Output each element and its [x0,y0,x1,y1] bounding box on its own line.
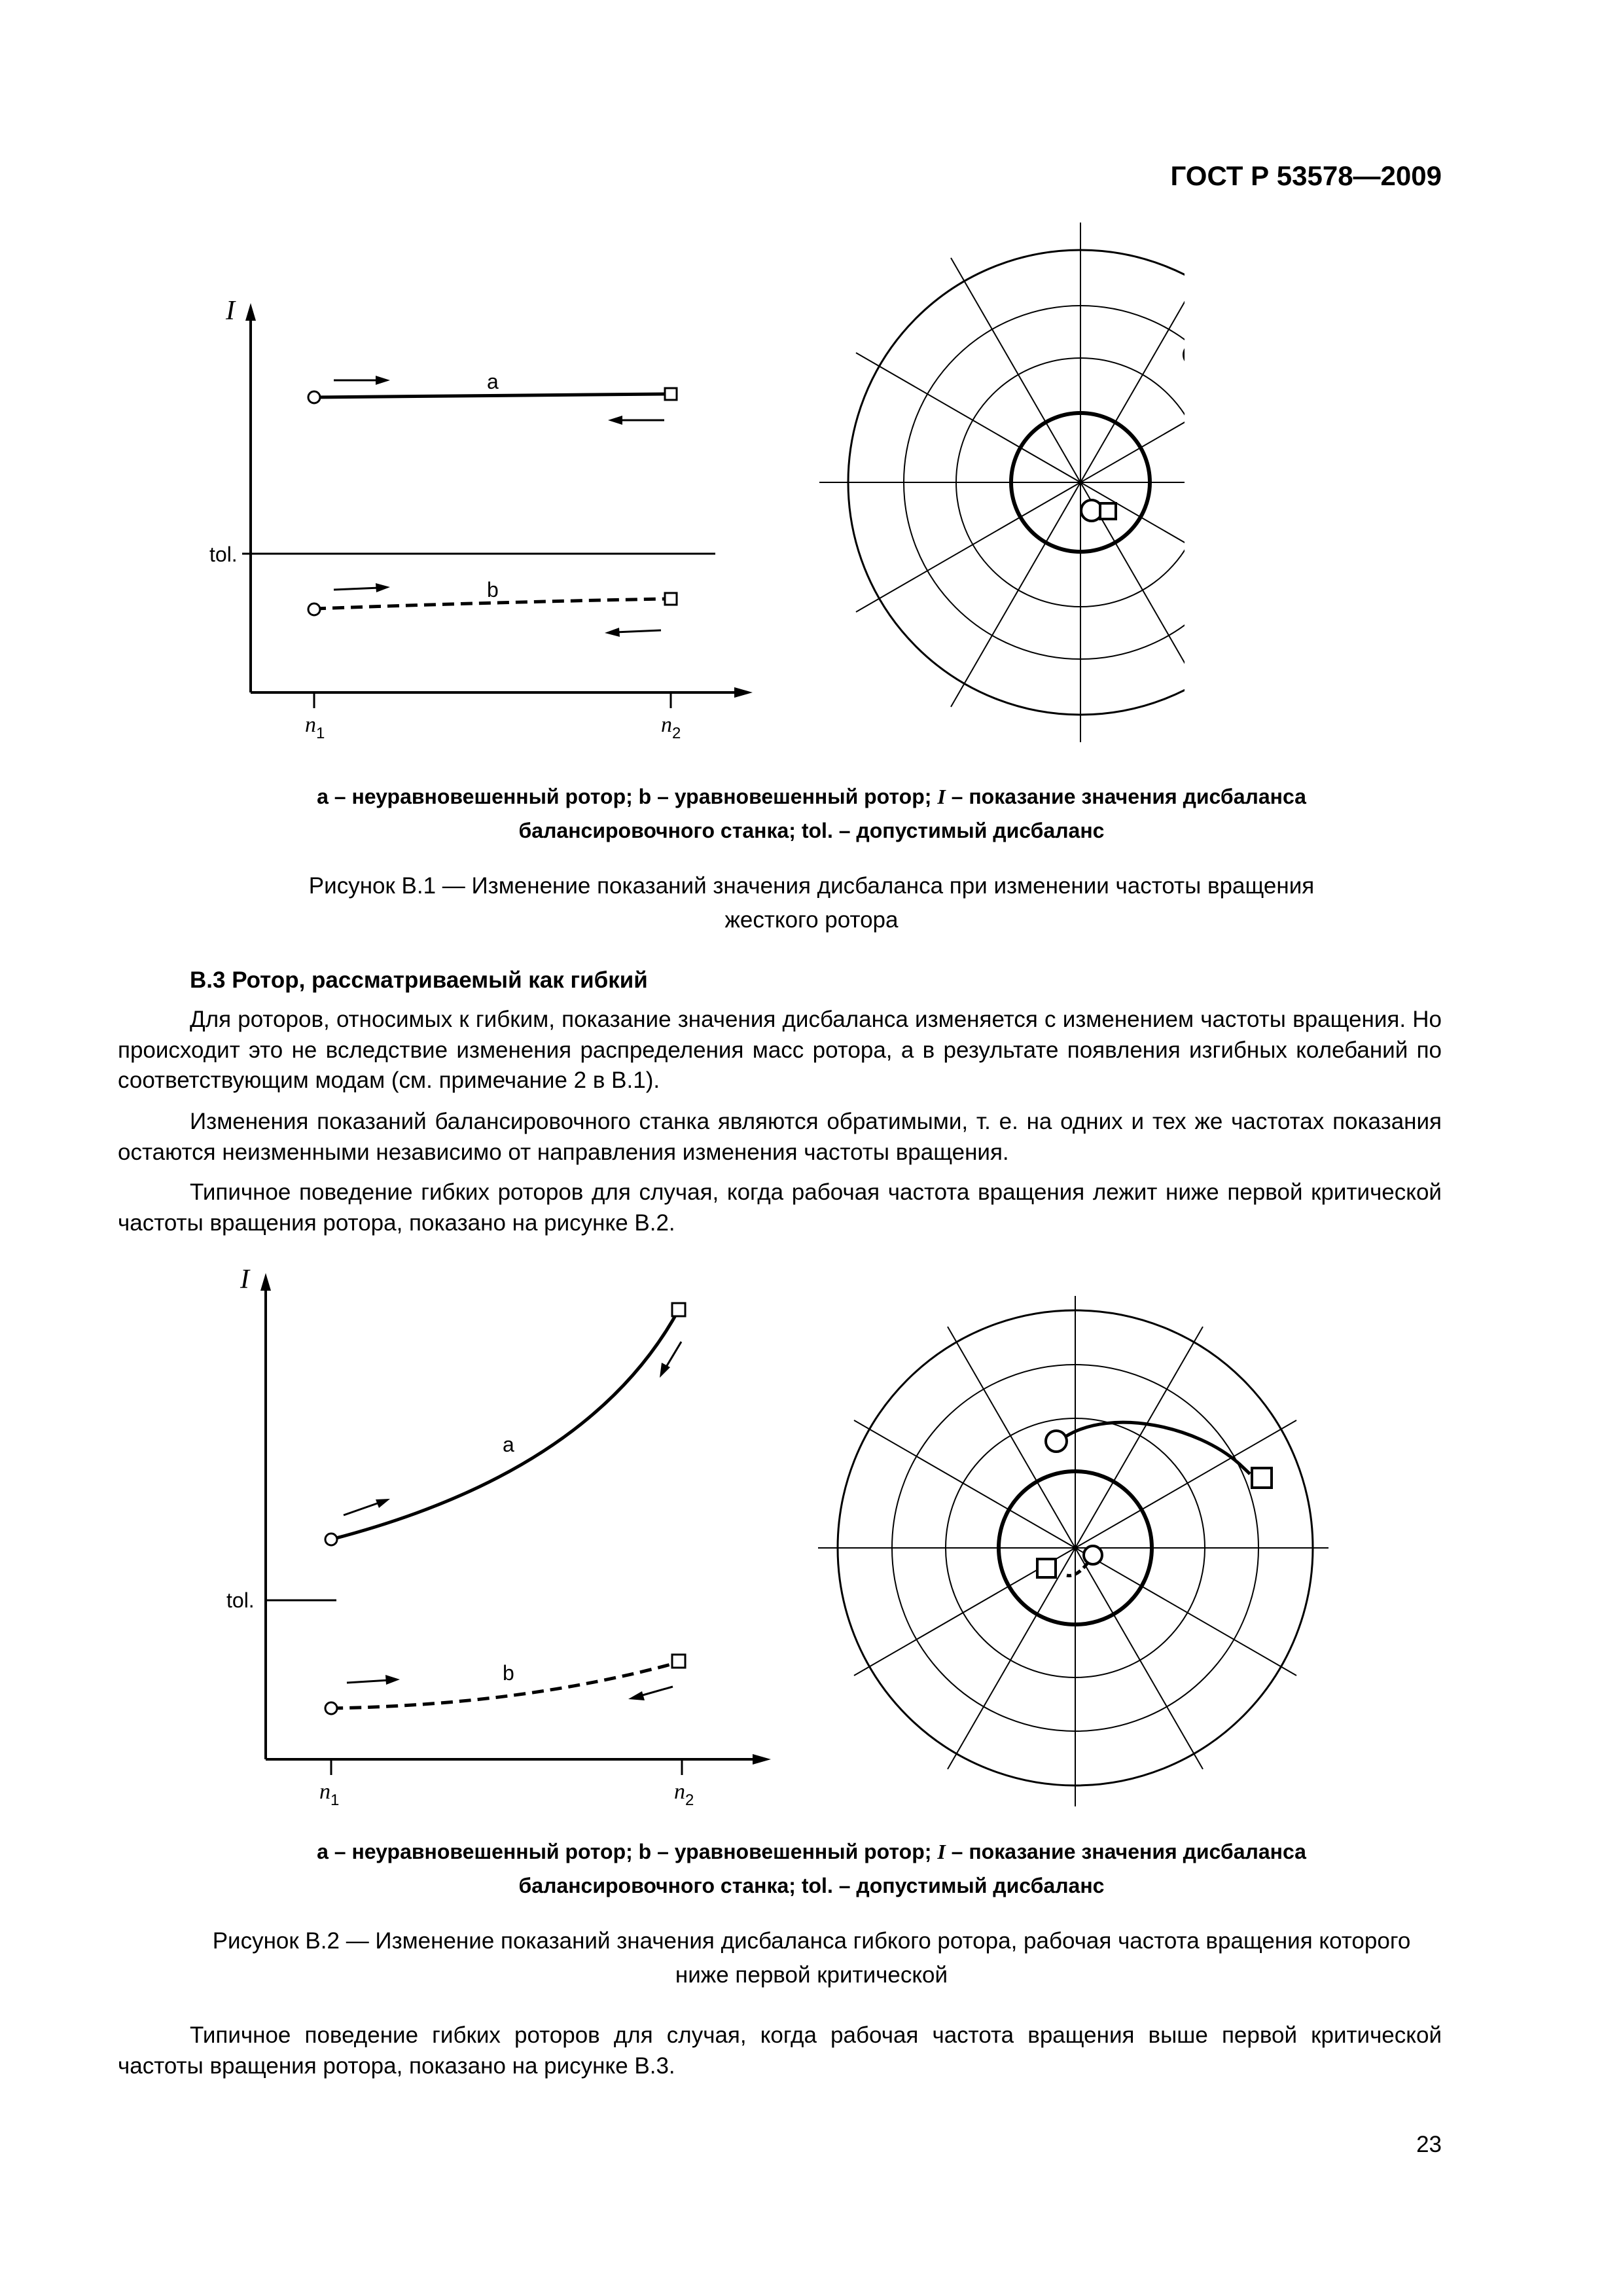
marker-b-square [1100,503,1116,519]
curve-a-label: a [503,1433,514,1456]
figure1-legend: a – неуравновешенный ротор; b – уравновешенный ротор; I – показание значения дисбаланса балансировочного станка; tol. – допустимый дисбаланс [317,785,1306,842]
page-number: 23 [1416,2132,1442,2157]
start-marker-b [325,1702,337,1714]
figure2-polar-diagram [805,1283,1329,1806]
curve-a [331,1311,678,1539]
curve-a [314,394,665,397]
marker-a-circle [1046,1431,1067,1452]
marker-b-square [1037,1559,1056,1577]
start-marker-a [325,1534,337,1545]
x-axis-arrow [753,1754,771,1765]
n2-label: $n_2$ [674,1780,694,1809]
arrow-forward-a [344,1502,381,1515]
tol-label: tol. [226,1588,255,1612]
x-axis-arrow [734,687,753,698]
curve-b-path [1067,1563,1088,1575]
figure2-caption: Рисунок В.2 — Изменение показаний значения дисбаланса гибкого ротора, рабочая частота вращения которого ниже первой критической [212,1928,1411,1988]
arrow-back-b [638,1687,673,1696]
n1-label: $n_1$ [305,713,325,742]
end-marker-b [665,593,677,605]
curve-b-label: b [503,1661,514,1685]
curve-a-label: a [487,370,499,393]
marker-a-circle [1184,344,1185,365]
figure1-polar-diagram [818,223,1185,746]
arrow-back-b [615,630,661,632]
figure1-caption: Рисунок В.1 — Изменение показаний значения дисбаланса при изменении частоты вращения жесткого ротора [308,873,1315,933]
n2-label: $n_2$ [661,713,681,742]
curve-b-label: b [487,578,499,601]
marker-a-square [1252,1468,1272,1488]
closing-paragraph: Типичное поведение гибких роторов для случая, когда рабочая частота вращения выше первой критической частоты вращения ротора, показано на рисунке В.3. [118,2022,1442,2079]
polar-grid-lines [819,223,1185,742]
tol-label: tol. [209,543,238,566]
paragraph-1: Для роторов, относимых к гибким, показание значения дисбаланса изменяется с изменением частоты вращения. Но происходит это не вследствие изменения распределения масс ротора, а в результате появления изгибных колебаний по соответствующим модам (см. примечание 2 в В.1). [118,1007,1442,1093]
y-axis-arrow [260,1273,271,1291]
y-axis-label: I [226,296,235,326]
end-marker-a [665,388,677,400]
end-marker-b [672,1655,685,1668]
arrow-forward-b [334,588,380,590]
arrow-back-a [666,1342,681,1368]
start-marker-a [308,391,320,403]
start-marker-b [308,603,320,615]
n1-label: $n_1$ [319,1780,340,1809]
figure1-line-chart [0,0,1623,785]
section-title: В.3 Ротор, рассматриваемый как гибкий [190,967,648,993]
document-number: ГОСТ Р 53578—2009 [1170,160,1442,191]
marker-b-circle [1084,1546,1102,1564]
y-axis-label: I [240,1265,249,1295]
end-marker-a [672,1303,685,1316]
arrow-forward-b [347,1680,389,1683]
y-axis-arrow [245,303,256,321]
paragraph-3: Типичное поведение гибких роторов для случая, когда рабочая частота вращения лежит ниже первой критической частоты вращения ротора, показано на рисунке В.2. [118,1179,1442,1236]
paragraph-2: Изменения показаний балансировочного станка являются обратимыми, т. е. на одних и тех же частотах показания остаются неизменными независимо от направления изменения частоты вращения. [118,1109,1442,1165]
polar-grid-lines [818,1296,1329,1806]
figure2-legend: a – неуравновешенный ротор; b – уравновешенный ротор; I – показание значения дисбаланса балансировочного станка; tol. – допустимый дисбаланс [317,1840,1306,1897]
